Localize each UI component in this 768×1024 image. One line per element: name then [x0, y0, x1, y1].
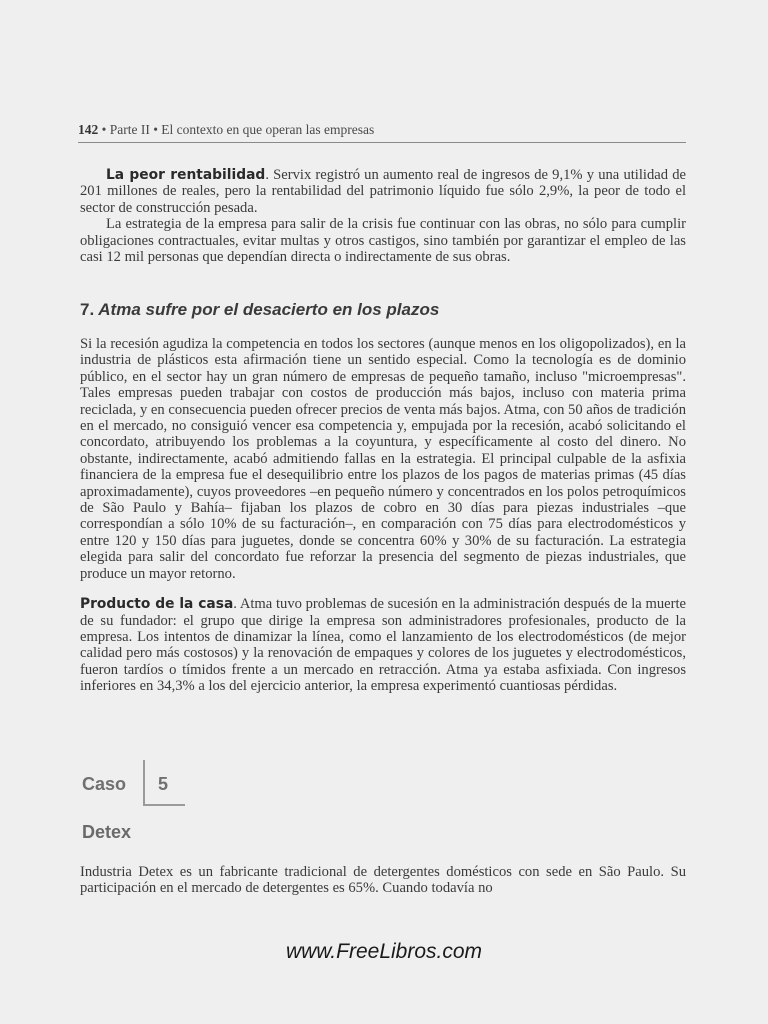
- paragraph-estrategia: La estrategia de la empresa para salir de la crisis fue continuar con las obras, no sólo para cumplir obligaciones contractuales, evitar multas y otros castigos, sino también por garantizar el empleo de las casi 12 mil personas que dependían directa o indirectamente de sus obras.: [80, 216, 686, 266]
- section-heading: [80, 300, 439, 320]
- footer-watermark-url: www.FreeLibros.com: [285, 940, 483, 963]
- section-title: Atma sufre por el desacierto en los plazos: [98, 300, 440, 319]
- case-label: Caso: [82, 774, 127, 794]
- case-divider-vertical: [143, 760, 145, 806]
- paragraph-text: . Atma tuvo problemas de sucesión en la administración después de la muerte de su fundador: el grupo que dirige la empresa son administradores profesionales, producto de la empresa. Los intentos de dinamizar la línea, como el lanzamiento de los electrodomésticos (de mejor calidad pero más costosos) y la renovación de empaques y colores de los juguetes y electrodomésticos, fueron tardíos o tímidos frente a un mercado en retracción. Atma ya estaba asfixiada. Con ingresos inferiores en 34,3% a los del ejercicio anterior, la empresa experimentó cuantiosas pérdidas.: [80, 596, 686, 695]
- page-number: 142: [78, 122, 99, 137]
- case-number: 5: [158, 774, 169, 794]
- paragraph-recesion: Si la recesión agudiza la competencia en todos los sectores (aunque menos en los oligopolizados), en la industria de plásticos esta afirmación tiene un sentido especial. Como la tecnología es de dominio público, en el sector hay un gran número de empresas de pequeño tamaño, incluso "microempresas". Tales empresas pueden trabajar con costos de producción más bajos, incluso con materia prima reciclada, y en consecuencia pueden ofrecer precios de venta más bajos. Atma, con 50 años de tradición en el mercado, no consiguió vencer esa competencia y, empujada por la recesión, acabó solicitando el concordato, atribuyendo los problemas a la coyuntura, y específicamente al costo del dinero. No obstante, indirectamente, acabó admitiendo fallas en la estrategia. El principal culpable de la asfixia financiera de la empresa fue el desequilibrio entre los plazos de los pagos de materias primas (45 días aproximadamente), cuyos proveedores –en pequeño número y concentrados en los polos petroquímicos de São Paulo y Bahía– fijaban los plazos de cobro en 30 días para piezas industriales –que correspondían a sólo 10% de su facturación–, en comparación con 75 días para electrodomésticos y entre 120 y 150 días para juguetes, donde se concentra 60% y 30% de su facturación. La estrategia elegida para salir del concordato fue reforzar la presencia del segmento de piezas industriales, que produce un mayor retorno.: [80, 336, 686, 582]
- paragraph-peor-rentabilidad: [80, 167, 686, 216]
- case-title: Detex: [82, 822, 132, 842]
- paragraph-detex-intro: Industria Detex es un fabricante tradicional de detergentes domésticos con sede en São Paulo. Su participación en el mercado de detergentes es 65%. Cuando todavía no: [80, 864, 686, 897]
- run-in-heading: La peor rentabilidad: [106, 167, 266, 183]
- paragraph-producto-casa: [80, 596, 686, 694]
- paragraph-block-detex: [80, 864, 686, 897]
- paragraph-text: . Servix registró un aumento real de ingresos de 9,1% y una utilidad de 201 millones de reales, pero la rentabilidad del patrimonio líquido fue sólo 2,9%, la peor de todo el sector de construcción pesada.: [80, 167, 686, 216]
- running-header: [78, 122, 686, 143]
- case-divider-horizontal: [145, 804, 185, 806]
- paragraph-block-atma: [80, 336, 686, 695]
- running-title: • Parte II • El contexto en que operan las empresas: [98, 122, 375, 137]
- paragraph-block-intro: [80, 167, 686, 265]
- run-in-heading: Producto de la casa: [80, 596, 234, 613]
- section-number: 7.: [80, 300, 95, 319]
